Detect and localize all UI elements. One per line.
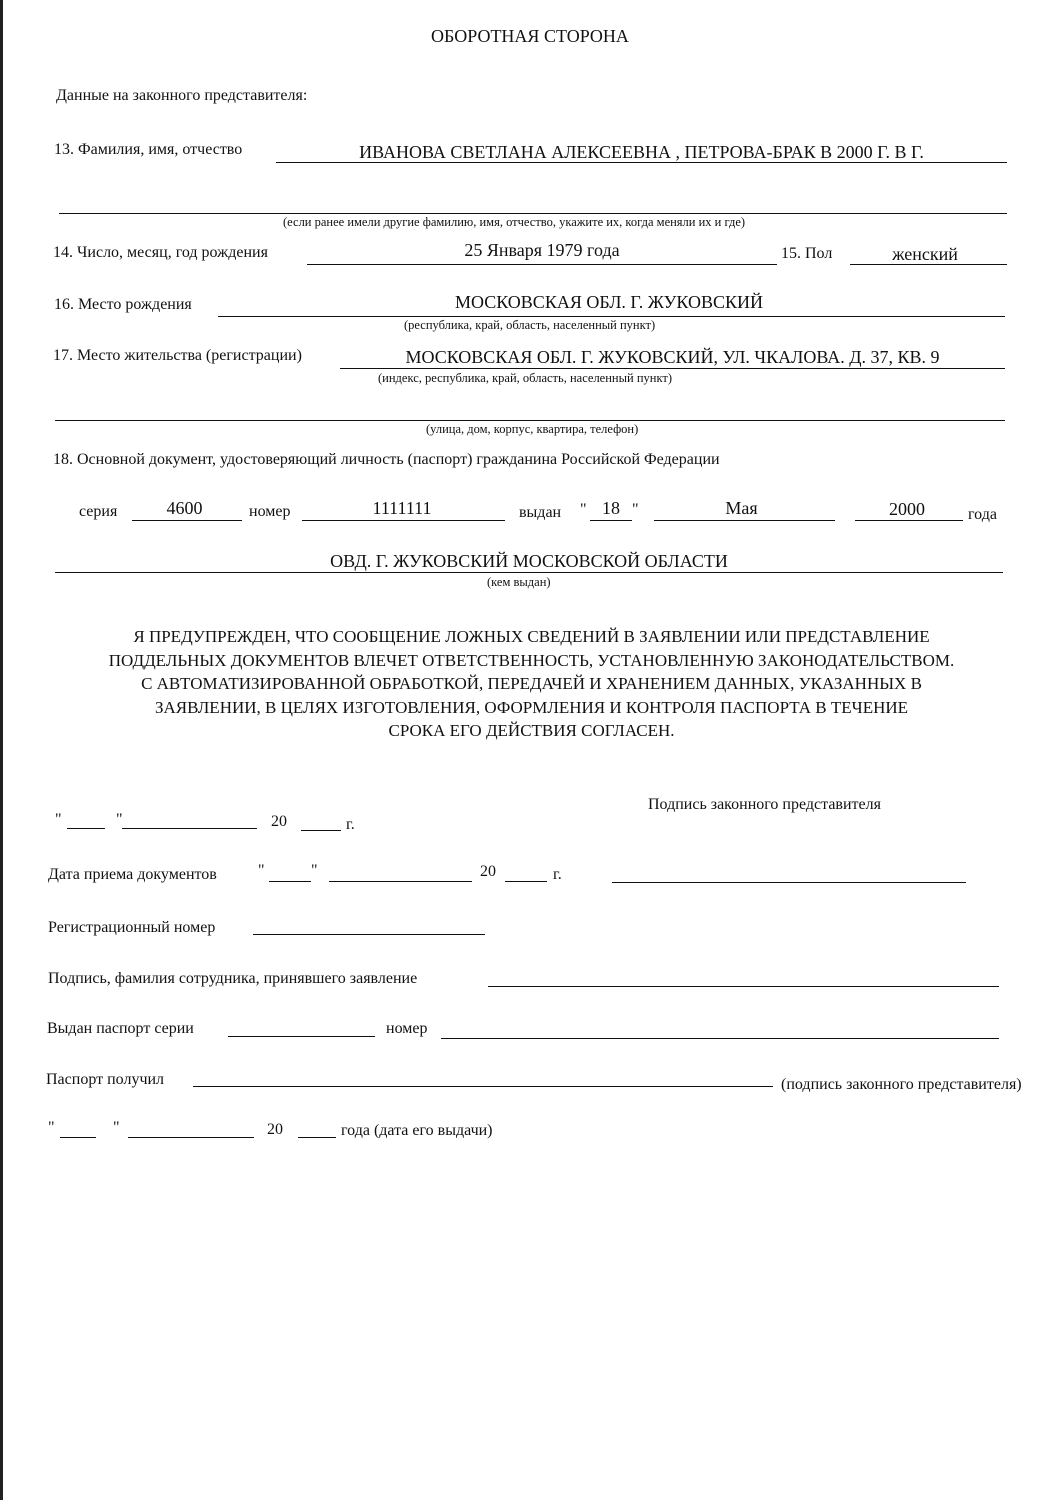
receipt-year-line[interactable] [505,881,547,882]
issuer-hint: (кем выдан) [487,575,551,589]
sig-year-suffix: г. [346,816,355,833]
reg-number-label: Регистрационный номер [48,919,216,936]
signature-label: Подпись законного представителя [648,796,881,813]
issuer-value[interactable]: ОВД. Г. ЖУКОВСКИЙ МОСКОВСКОЙ ОБЛАСТИ [330,551,728,571]
page-title: ОБОРОТНАЯ СТОРОНА [431,26,629,46]
quote-open: " [580,501,587,518]
field14-label: 14. Число, месяц, год рождения [53,244,268,261]
year-value[interactable]: 2000 [889,499,925,519]
receipt-century: 20 [480,863,496,880]
field17-hint2: (улица, дом, корпус, квартира, телефон) [426,422,639,436]
sig-day-line[interactable] [67,828,105,829]
field17-hint1: (индекс, республика, край, область, населенный пункт) [378,371,672,385]
series-label: серия [79,503,118,520]
field16-label: 16. Место рождения [54,296,192,313]
sig-quote-close: " [116,811,123,828]
receipt-label: Дата приема документов [48,866,217,883]
field15-label: 15. Пол [781,245,833,262]
quote-close: " [632,501,639,518]
issue-quote-open: " [48,1119,55,1136]
field16-hint: (республика, край, область, населенный пункт) [404,318,656,332]
issue-suffix: года (дата его выдачи) [341,1122,493,1139]
warning-line-4: ЗАЯВЛЕНИИ, В ЦЕЛЯХ ИЗГОТОВЛЕНИЯ, ОФОРМЛЕНИЯ И КОНТРОЛЯ ПАСПОРТА В ТЕЧЕНИЕ [154,697,909,717]
field13-hint: (если ранее имели другие фамилию, имя, отчество, укажите их, когда меняли их и где) [283,215,746,229]
issue-day-line[interactable] [60,1137,96,1138]
receipt-day-line[interactable] [269,881,311,882]
issue-quote-close: " [113,1119,120,1136]
field13-value[interactable]: ИВАНОВА СВЕТЛАНА АЛЕКСЕЕВНА , ПЕТРОВА-БРАК В 2000 Г. В Г. [359,142,924,162]
issued-series-label: Выдан паспорт серии [47,1020,194,1037]
series-line [132,520,242,521]
field17-label: 17. Место жительства (регистрации) [53,347,302,364]
employee-label: Подпись, фамилия сотрудника, принявшего заявление [48,970,418,987]
sig-month-line[interactable] [122,828,257,829]
issued-number-label: номер [386,1020,428,1037]
field18-label: 18. Основной документ, удостоверяющий личность (паспорт) гражданина Российской Федерации [53,451,720,468]
year-line [855,520,963,521]
received-line[interactable] [193,1086,773,1087]
scan-edge [0,0,3,1500]
warning-text [20,625,1043,743]
reg-number-line[interactable] [253,934,485,935]
warning-line-5: СРОКА ЕГО ДЕЙСТВИЯ СОГЛАСЕН. [388,721,675,740]
field17-value[interactable]: МОСКОВСКАЯ ОБЛ. Г. ЖУКОВСКИЙ, УЛ. ЧКАЛОВА. Д. 37, КВ. 9 [405,347,940,367]
issue-year-line[interactable] [298,1137,336,1138]
issued-series-line[interactable] [228,1036,375,1037]
field16-value[interactable]: МОСКОВСКАЯ ОБЛ. Г. ЖУКОВСКИЙ [455,292,763,312]
sig-century: 20 [271,813,287,830]
received-label: Паспорт получил [46,1071,165,1088]
field14-value[interactable]: 25 Января 1979 года [464,240,620,260]
field17-line [340,368,1005,369]
warning-line-2: ПОДДЕЛЬНЫХ ДОКУМЕНТОВ ВЛЕЧЕТ ОТВЕТСТВЕННОСТЬ, УСТАНОВЛЕННУЮ ЗАКОНОДАТЕЛЬСТВОМ. [108,650,955,670]
number-line [302,520,505,521]
sig-quote-open: " [55,811,62,828]
receipt-month-line[interactable] [329,881,472,882]
field13-line-2 [59,213,1007,214]
field17-line-2 [55,420,1005,421]
issuer-line [55,572,1003,573]
employee-line[interactable] [488,986,999,987]
day-value[interactable]: 18 [602,498,620,518]
month-value[interactable]: Мая [725,498,758,518]
field16-line [218,316,1005,317]
warning-line-1: Я ПРЕДУПРЕЖДЕН, ЧТО СООБЩЕНИЕ ЛОЖНЫХ СВЕДЕНИЙ В ЗАЯВЛЕНИИ ИЛИ ПРЕДСТАВЛЕНИЕ [133,627,930,646]
field15-value[interactable]: женский [892,244,958,264]
day-line [590,520,632,521]
field13-label: 13. Фамилия, имя, отчество [54,141,243,158]
received-hint: (подпись законного представителя) [781,1076,1022,1093]
receipt-quote-open: " [258,862,265,879]
section-title: Данные на законного представителя: [56,87,308,104]
year-label: года [968,506,997,523]
number-value[interactable]: 1111111 [372,498,432,518]
sig-year-line[interactable] [301,830,341,831]
receipt-signature-line[interactable] [612,882,966,883]
series-value[interactable]: 4600 [166,498,203,518]
warning-line-3: С АВТОМАТИЗИРОВАННОЙ ОБРАБОТКОЙ, ПЕРЕДАЧЕЙ И ХРАНЕНИЕМ ДАННЫХ, УКАЗАННЫХ В [141,674,922,693]
issued-label: выдан [519,504,562,521]
issue-century: 20 [267,1121,283,1138]
month-line [654,520,835,521]
issue-month-line[interactable] [128,1137,254,1138]
field14-line [307,264,777,265]
issued-number-line[interactable] [441,1038,999,1039]
receipt-quote-close: " [311,862,318,879]
receipt-year-suffix: г. [553,866,562,883]
number-label: номер [249,503,291,520]
